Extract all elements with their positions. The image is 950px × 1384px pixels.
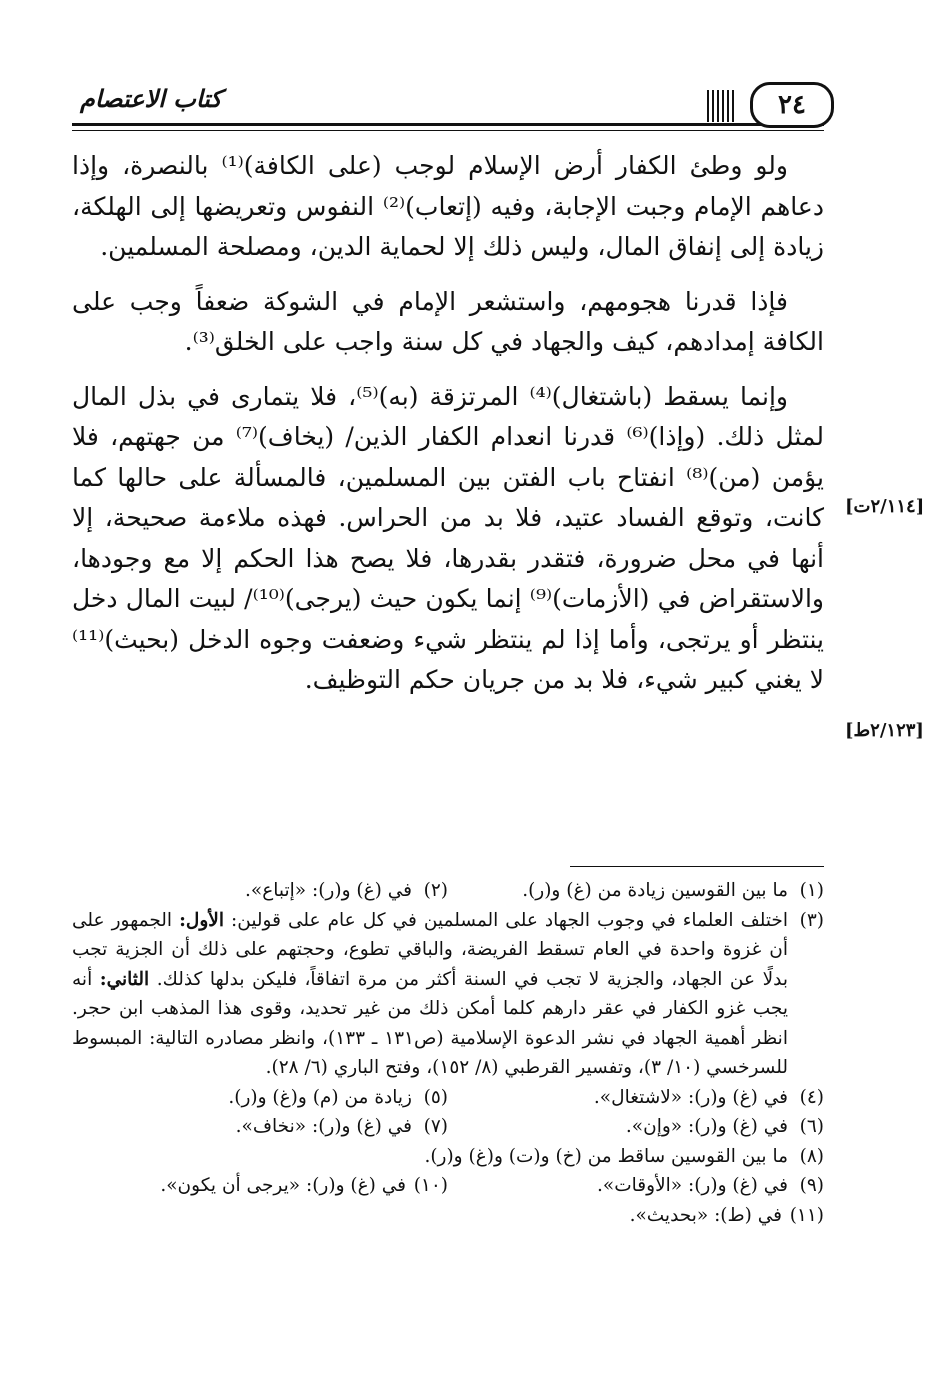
footnote-10 (160, 1171, 448, 1201)
footnote-7 (236, 1112, 448, 1142)
book-title: كتاب الاعتصام (80, 84, 222, 113)
margin-reference-1: [٢/١١٤ت] (845, 496, 925, 517)
footnote-text: في (غ) و(ر): «نخاف». (235, 1116, 412, 1137)
footnote-number: (٧) (423, 1116, 448, 1137)
footnote-row (72, 1083, 824, 1113)
margin-reference-2: [٢/١٢٣ط] (845, 720, 924, 741)
footnotes (72, 876, 824, 1230)
footnote-number: (٦) (799, 1116, 824, 1137)
footnote-number: (١١) (789, 1204, 824, 1226)
footnote-text: ما بين القوسين ساقط من (خ) و(ت) و(غ) و(ر). (424, 1145, 788, 1167)
footnote-label-first: الأول: (179, 909, 224, 931)
main-text (72, 146, 824, 713)
footnote-number: (٨) (799, 1145, 824, 1167)
footnote-1 (448, 876, 824, 906)
footnote-9 (448, 1171, 824, 1201)
footnote-text: أنه يجب غزو الكفار في عقر دارهم كلما أمكن ذلك من غير تحديد، وقوى هذا المذهب ابن حجر. انظر أهمية الجهاد في نشر الدعوة الإسلامية (ص١٣١ ـ ١٣٣)، وانظر مصادره التالية: المبسوط للسرخسي (١٠/ ٣)، وتفسير القرطبي (٨/ ١٥٢)، وفتح الباري (٦/ ٢٨). (72, 968, 788, 1078)
footnote-text: في (ط): «بحديث». (629, 1204, 782, 1226)
footnote-text: في (غ) و(ر): «إتباع». (245, 880, 412, 901)
footnote-number: (٥) (423, 1086, 448, 1108)
header-rule (72, 123, 824, 126)
page-header (72, 78, 824, 126)
footnote-text: في (غ) و(ر): «لاشتغال». (593, 1086, 788, 1108)
footnote-11 (72, 1201, 824, 1231)
page-number: ٢٤ (750, 82, 834, 128)
footnote-text: في (غ) و(ر): «وإن». (625, 1116, 788, 1137)
footnote-number: (٢) (423, 880, 448, 901)
paragraph-3: وإنما يسقط (باشتغال)⁽⁴⁾ المرتزقة (به)⁽⁵⁾، فلا يتمارى في بذل المال لمثل ذلك. (وإذا)⁽⁶⁾ قدرنا انعدام الكفار الذين/ (يخاف)⁽⁷⁾ من جهتهم، فلا يؤمن (من)⁽⁸⁾ انفتاح باب الفتن بين المسلمين، فالمسألة على حالها كما كانت، وتوقع الفساد عتيد، فلا بد من الحراس. فهذه ملاءمة صحيحة، إلا أنها في محل ضرورة، فتقدر بقدرها، فلا يصح هذا الحكم إلا مع وجودها، والاستقراض في (الأزمات)⁽⁹⁾ إنما يكون حيث (يرجى)⁽¹⁰⁾/ لبيت المال دخل ينتظر أو يرتجى، وأما إذا لم ينتظر شيء وضعفت وجوه الدخل (بحيث)⁽¹¹⁾ لا يغني كبير شيء، فلا بد من جريان حكم التوظيف. (72, 381, 825, 694)
footnote-label-second: الثاني: (99, 968, 150, 990)
footnote-row (72, 1171, 824, 1201)
footnote-3 (72, 906, 824, 1083)
footnote-4 (448, 1083, 824, 1113)
header-rule-thin (72, 130, 824, 131)
header-ornament-icon (704, 90, 748, 122)
footnote-text: في (غ) و(ر): «يرجى أن يكون». (160, 1175, 406, 1196)
footnote-8 (72, 1142, 824, 1172)
footnote-text: ما بين القوسين زيادة من (غ) و(ر). (522, 880, 788, 901)
footnote-number: (٤) (799, 1086, 824, 1108)
footnote-number: (٩) (799, 1175, 824, 1196)
footnote-6 (448, 1112, 824, 1142)
footnote-number: (٣) (799, 909, 824, 931)
footnote-row (72, 1112, 824, 1142)
paragraph-2: فإذا قدرنا هجومهم، واستشعر الإمام في الشوكة ضعفاً وجب على الكافة إمدادهم، كيف والجهاد في كل سنة واجب على الخلق⁽³⁾. (72, 286, 824, 356)
footnote-text: زيادة من (م) و(غ) و(ر). (228, 1086, 412, 1108)
paragraph-1: ولو وطئ الكفار أرض الإسلام لوجب (على الكافة)⁽¹⁾ بالنصرة، وإذا دعاهم الإمام وجبت الإجابة، وفيه (إتعاب)⁽²⁾ النفوس وتعريضها إلى الهلكة، زيادة إلى إنفاق المال، وليس ذلك إلا لحماية الدين، ومصلحة المسلمين. (72, 151, 824, 261)
footnote-number: (١٠) (413, 1175, 448, 1196)
footnote-rule (570, 866, 824, 867)
footnote-2 (245, 876, 448, 906)
footnote-number: (١) (799, 880, 824, 901)
footnote-text: اختلف العلماء في وجوب الجهاد على المسلمين في كل عام على قولين: (231, 909, 789, 931)
footnote-row (72, 876, 824, 906)
footnote-text: في (غ) و(ر): «الأوقات». (597, 1175, 788, 1196)
footnote-text: الجمهور على أن غزوة واحدة في العام تسقط الفريضة، والباقي تطوع، وحجتهم على ذلك أن الجزية تجب بدلًا عن الجهاد، والجزية لا تجب في السنة أكثر من مرة اتفاقاً، فليكن بدلها كذلك. (72, 909, 788, 990)
footnote-5 (228, 1083, 448, 1113)
